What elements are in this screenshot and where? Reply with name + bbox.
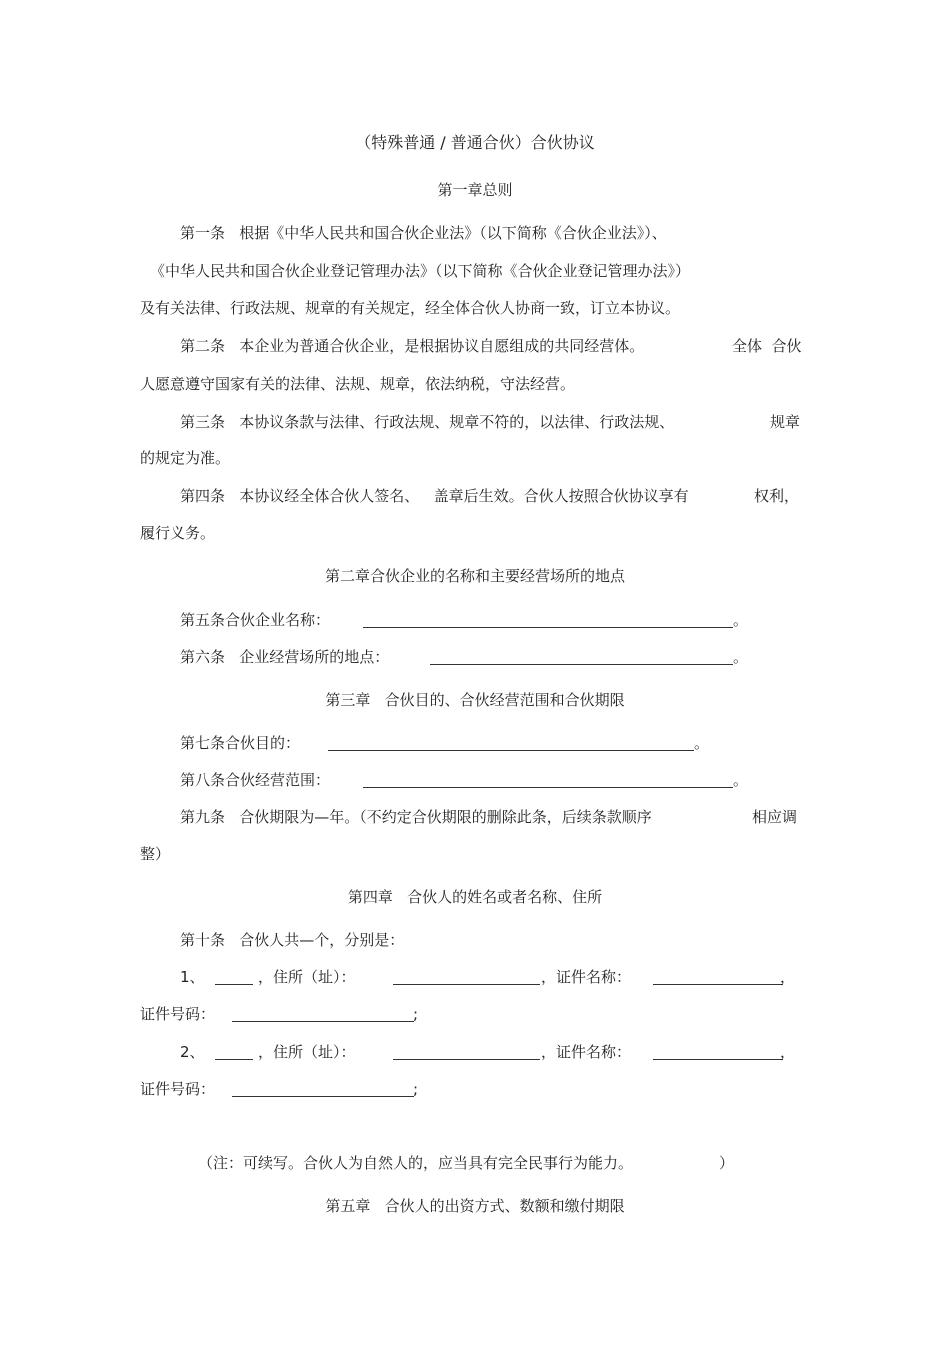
chapter-1-heading: 第一章总则 [437, 181, 513, 199]
purpose-blank[interactable] [328, 734, 694, 751]
partner-note: （注：可续写。合伙人为自然人的，应当具有完全民事行为能力。 [198, 1154, 634, 1172]
partner-2-semicolon: ; [413, 1080, 419, 1098]
article-8-label: 第八条合伙经营范围： [180, 771, 331, 789]
article-1-line-3: 及有关法律、行政法规、规章的有关规定，经全体合伙人协商一致，订立本协议。 [140, 299, 681, 317]
article-4-line-2: 履行义务。 [140, 524, 216, 542]
article-7-label: 第七条合伙目的： [180, 734, 301, 752]
business-scope-blank[interactable] [363, 771, 733, 788]
article-6-label: 第六条 企业经营场所的地点： [180, 648, 390, 666]
article-5-label: 第五条合伙企业名称： [180, 611, 331, 629]
partner-1-address-label: ，住所（址）： [258, 968, 356, 986]
article-10: 第十条 合伙人共—个，分别是： [180, 931, 405, 949]
partner-2-cert-no-label: 证件号码： [140, 1080, 216, 1098]
partner-2-cert-no-blank[interactable] [232, 1080, 414, 1097]
partner-1-comma: ， [780, 968, 796, 986]
article-5-end: 。 [733, 611, 749, 629]
partner-2-name-blank[interactable] [215, 1043, 253, 1060]
partner-note-close: ） [719, 1154, 735, 1172]
chapter-3-heading: 第三章 合伙目的、合伙经营范围和合伙期限 [325, 691, 625, 709]
business-location-blank[interactable] [430, 648, 733, 665]
article-2-line-1-tail: 全体 合伙 [732, 337, 802, 355]
partner-2-number: 2、 [180, 1043, 205, 1061]
article-6-end: 。 [733, 648, 749, 666]
article-4-line-1: 第四条 本协议经全体合伙人签名、 盖章后生效。合伙人按照合伙协议享有 [180, 487, 689, 505]
article-9-line-2: 整） [140, 845, 171, 863]
article-2-line-1: 第二条 本企业为普通合伙企业，是根据协议自愿组成的共同经营体。 [180, 337, 645, 355]
partner-2-cert-name-blank[interactable] [653, 1043, 783, 1060]
partner-2-cert-name-label: ，证件名称： [541, 1043, 632, 1061]
article-7-end: 。 [694, 734, 710, 752]
partner-1-semicolon: ; [413, 1005, 419, 1023]
article-3-line-2: 的规定为准。 [140, 449, 231, 467]
article-3-line-1: 第三条 本协议条款与法律、行政法规、规章不符的，以法律、行政法规、 [180, 413, 675, 431]
article-4-line-1-tail: 权利， [754, 487, 800, 505]
chapter-4-heading: 第四章 合伙人的姓名或者名称、住所 [347, 888, 603, 906]
partner-1-address-blank[interactable] [393, 968, 540, 985]
chapter-2-heading: 第二章合伙企业的名称和主要经营场所的地点 [324, 567, 625, 585]
article-9-line-1-tail: 相应调 [752, 808, 798, 826]
partner-1-cert-no-blank[interactable] [232, 1005, 414, 1022]
article-1-line-2: 《中华人民共和国合伙企业登记管理办法》（以下简称《合伙企业登记管理办法》） [150, 262, 691, 280]
partner-1-number: 1、 [180, 968, 205, 986]
article-2-line-2: 人愿意遵守国家有关的法律、法规、规章，依法纳税，守法经营。 [140, 375, 576, 393]
article-8-end: 。 [733, 771, 749, 789]
article-9-line-1: 第九条 合伙期限为—年。（不约定合伙期限的删除此条，后续条款顺序 [180, 808, 652, 826]
article-1-line-1: 第一条 根据《中华人民共和国合伙企业法》（以下简称《合伙企业法》）、 [180, 224, 667, 242]
document-title: （特殊普通 / 普通合伙）合伙协议 [355, 133, 595, 152]
partner-1-cert-no-label: 证件号码： [140, 1005, 216, 1023]
partner-2-address-blank[interactable] [393, 1043, 540, 1060]
partner-2-comma: ， [780, 1043, 796, 1061]
partner-1-name-blank[interactable] [215, 968, 253, 985]
partner-1-cert-name-blank[interactable] [653, 968, 783, 985]
firm-name-blank[interactable] [363, 611, 733, 628]
chapter-5-heading: 第五章 合伙人的出资方式、数额和缴付期限 [325, 1197, 625, 1215]
article-3-line-1-tail: 规章 [770, 413, 801, 431]
partner-2-address-label: ，住所（址）： [258, 1043, 356, 1061]
partner-1-cert-name-label: ，证件名称： [541, 968, 632, 986]
